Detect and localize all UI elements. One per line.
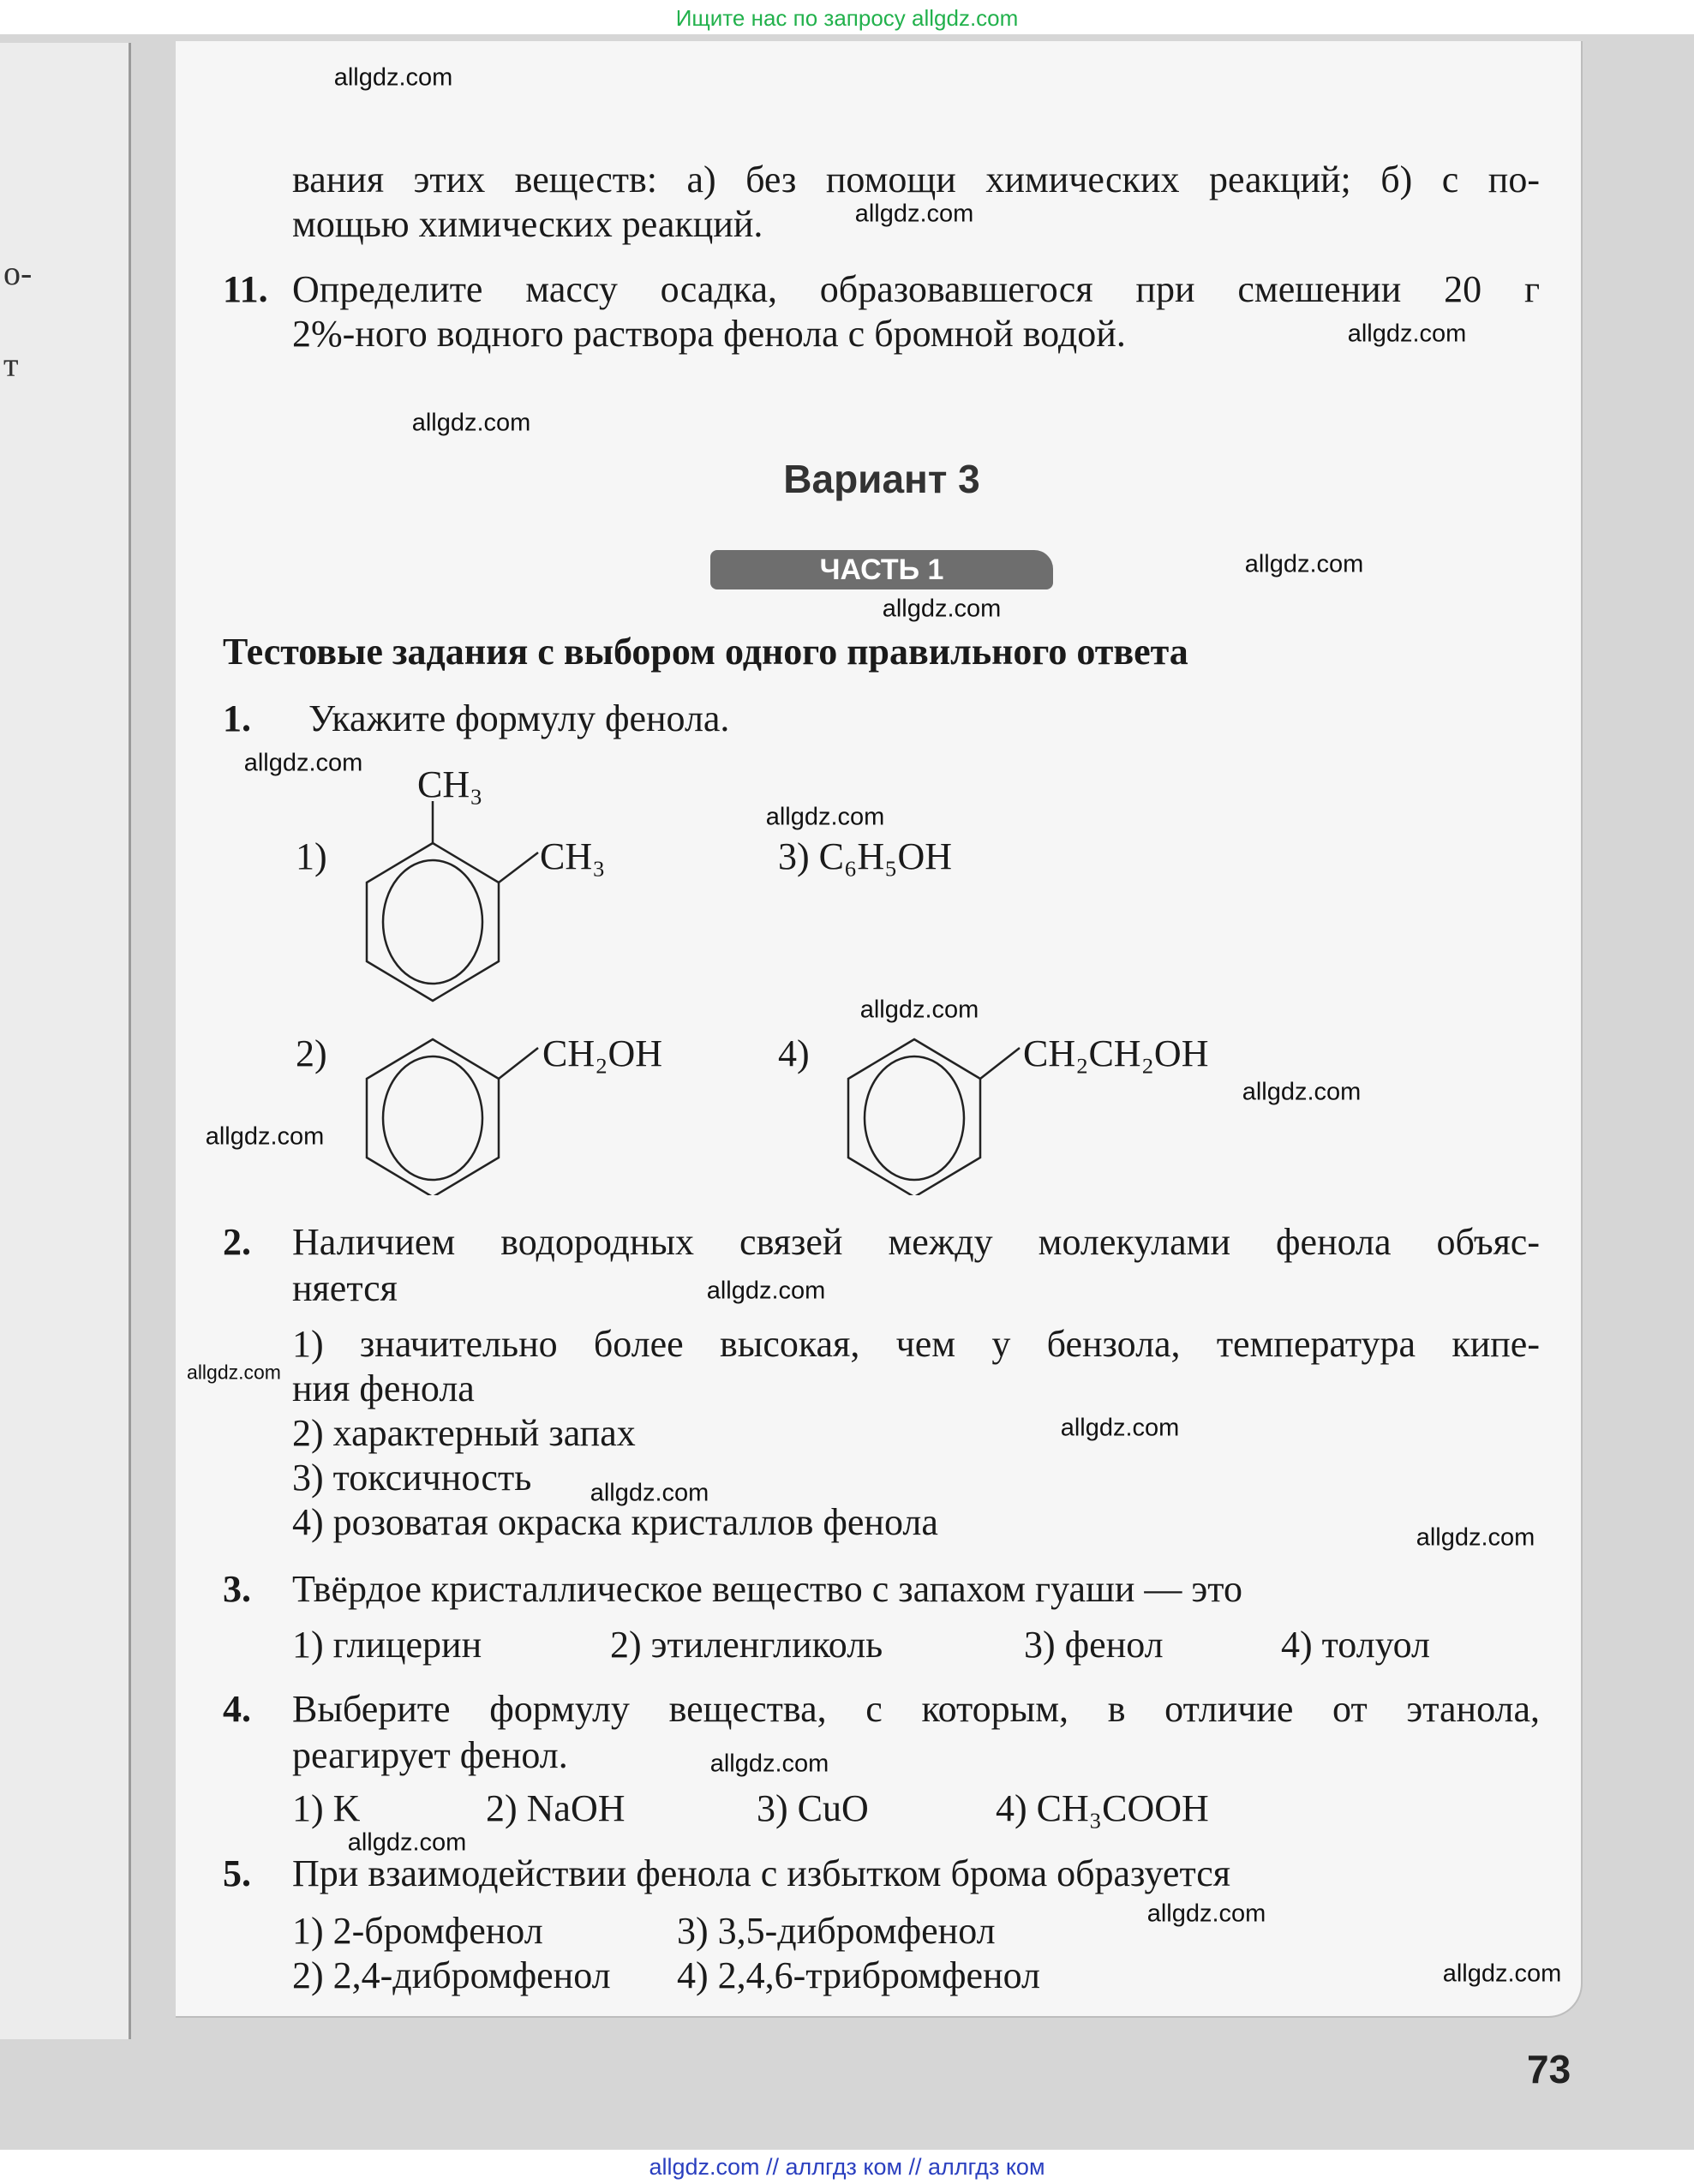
answer-option: 3) CuO [757,1787,869,1829]
option-label: 3) [778,835,810,877]
answer-option: 4) толуол [1281,1624,1430,1666]
option-label: 1) [296,835,327,877]
watermark: allgdz.com [1146,1900,1266,1928]
answer-option: 2) характерный запах [292,1412,636,1454]
watermark: allgdz.com [590,1479,709,1507]
question-text: Укажите формулу фенола. [308,697,730,739]
task-text: Определите массу осадка, образовавшегося при смешении 20 г [292,268,1540,310]
substituent: CH₃ [540,835,606,877]
prev-page-fragment: о- [3,254,33,292]
watermark: allgdz.com [411,409,531,437]
watermark: allgdz.com [347,1828,467,1857]
answer-option: 3) фенол [1024,1624,1164,1666]
benzene-ring-icon [356,1024,544,1195]
carryover-line: вания этих веществ: а) без помощи химических реакций; б) с по- [292,159,1540,200]
watermark: allgdz.com [1442,1960,1562,1988]
watermark: allgdz.com [187,1361,281,1384]
question-number: 1. [223,697,251,739]
task-number: 11. [223,268,268,310]
answer-option: 1) глицерин [292,1624,482,1666]
answer-option: 1) K [292,1787,361,1829]
watermark: allgdz.com [333,63,453,92]
answer-option: 2) 2,4-дибромфенол [292,1954,611,1996]
watermark: allgdz.com [854,200,974,228]
answer-option: 4) розоватая окраска кристаллов фенола [292,1501,938,1543]
question-number: 5. [223,1852,251,1894]
top-banner[interactable]: Ищите нас по запросу allgdz.com [675,5,1019,31]
answer-option: 4) 2,4,6-трибромфенол [677,1954,1040,1996]
answer-option: 4) CH₃COOH [996,1787,1209,1829]
watermark: allgdz.com [205,1122,325,1151]
watermark: allgdz.com [1244,550,1364,578]
watermark: allgdz.com [765,803,885,831]
question-text: реагирует фенол. [292,1734,568,1776]
substituent: CH₂CH₂OH [1023,1032,1209,1074]
watermark: allgdz.com [706,1277,826,1305]
option-label: 2) [296,1032,327,1074]
part-label: ЧАСТЬ 1 [710,550,1053,589]
question-text: Твёрдое кристаллическое вещество с запахом гуаши — это [292,1568,1242,1610]
previous-page-edge [0,43,131,2039]
question-text: няется [292,1267,398,1309]
question-number: 4. [223,1688,251,1730]
question-text: При взаимодействии фенола с избытком брома образуется [292,1852,1230,1894]
answer-option: 3) токсичность [292,1457,532,1499]
answer-option: 3) 3,5-дибромфенол [677,1910,996,1952]
option-label: 4) [778,1032,810,1074]
variant-title: Вариант 3 [783,457,980,501]
substituent: CH₃ [417,763,483,805]
watermark: allgdz.com [709,1750,829,1778]
task-text: 2%-ного водного раствора фенола с бромной водой. [292,313,1126,355]
answer-option: 1) 2-бромфенол [292,1910,543,1952]
prev-page-fragment: т [3,345,19,384]
watermark: allgdz.com [859,996,979,1024]
watermark: allgdz.com [1347,320,1467,348]
carryover-line: мощью химических реакций. [292,203,763,245]
page-number: 73 [1527,2047,1571,2091]
question-text: Выберите формулу вещества, с которым, в отличие от этанола, [292,1688,1540,1730]
benzene-ring-icon [356,793,544,1015]
answer-option: 2) NaOH [486,1787,626,1829]
formula: C₆H₅OH [818,835,953,877]
answer-option: 1) значительно более высокая, чем у бензола, температура кипе- [292,1323,1540,1365]
watermark: allgdz.com [1416,1523,1535,1552]
question-text: Наличием водородных связей между молекулами фенола объяс- [292,1221,1540,1263]
substituent: CH₂OH [542,1032,663,1074]
question-number: 2. [223,1221,251,1263]
benzene-ring-icon [837,1024,1026,1195]
answer-option: 2) этиленгликоль [610,1624,883,1666]
watermark: allgdz.com [1060,1414,1180,1442]
option-formula [778,835,952,879]
answer-option: ния фенола [292,1367,475,1409]
watermark: allgdz.com [1242,1078,1362,1106]
bottom-footer[interactable]: allgdz.com // аллгдз ком // аллгдз ком [0,2150,1694,2184]
watermark: allgdz.com [882,595,1002,623]
section-heading: Тестовые задания с выбором одного правильного ответа [223,631,1188,673]
question-number: 3. [223,1568,251,1610]
watermark: allgdz.com [243,749,363,777]
